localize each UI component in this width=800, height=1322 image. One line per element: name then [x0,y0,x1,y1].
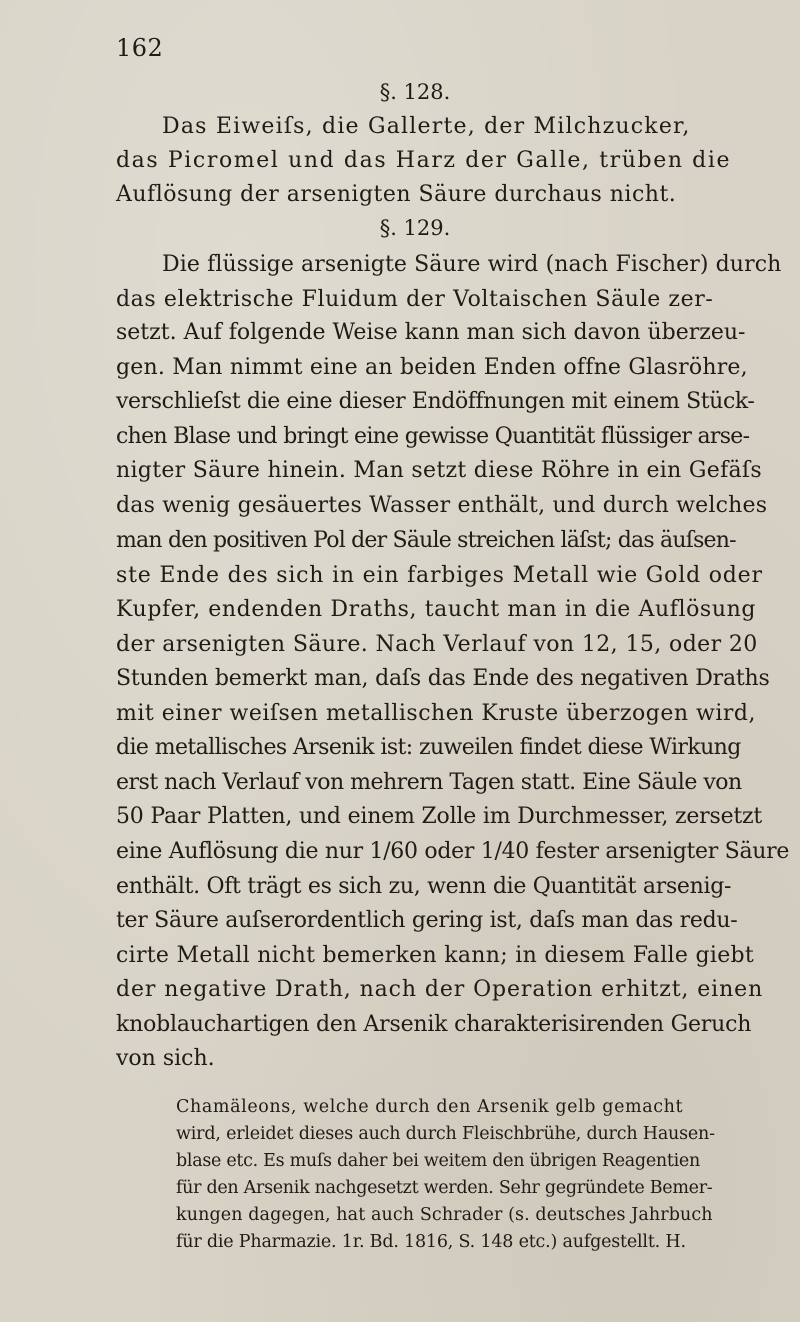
text-line: setzt. Auf folgende Weise kann man sich davon überzeu- [116,320,746,345]
footnote-line: wird, erleidet dieses auch durch Fleischbrühe, durch Hausen- [176,1124,715,1144]
text-line: verschlieſst die eine dieser Endöffnungen mit einem Stück- [116,389,755,414]
text-line: eine Auflösung die nur 1/60 oder 1/40 fester arsenigter Säure [116,839,790,864]
text-line: das Picromel und das Harz der Galle, trüben die [116,148,732,173]
text-line: enthält. Oft trägt es sich zu, wenn die Quantität arsenig- [116,874,732,899]
text-line: das wenig gesäuertes Wasser enthält, und durch welches [116,493,768,518]
text-line: Die flüssige arsenigte Säure wird (nach Fischer) durch [162,252,782,277]
text-line: von sich. [116,1046,215,1071]
text-line: Auflösung der arsenigten Säure durchaus nicht. [116,182,677,207]
text-line: ter Säure auſserordentlich gering ist, daſs man das redu- [116,908,738,933]
text-line: mit einer weiſsen metallischen Kruste überzogen wird, [116,701,757,726]
text-line: cirte Metall nicht bemerken kann; in diesem Falle giebt [116,943,755,968]
text-line: das elektrische Fluidum der Voltaischen Säule zer- [116,287,714,312]
text-line: die metallisches Arsenik ist: zuweilen findet diese Wirkung [116,735,741,760]
footnote-line: für den Arsenik nachgesetzt werden. Sehr gegründete Bemer- [176,1178,713,1198]
text-line: erst nach Verlauf von mehrern Tagen statt. Eine Säule von [116,770,742,795]
page-number: 162 [116,34,164,62]
footnote-line: kungen dagegen, hat auch Schrader (s. deutsches Jahrbuch [176,1205,713,1225]
text-line: der negative Drath, nach der Operation erhitzt, einen [116,977,764,1002]
text-line: chen Blase und bringt eine gewisse Quantität flüssiger arse- [116,424,750,449]
text-line: Kupfer, endenden Draths, taucht man in die Auflösung [116,597,757,622]
text-line: knoblauchartigen den Arsenik charakterisirenden Geruch [116,1012,752,1037]
footnote-line: blase etc. Es muſs daher bei weitem den übrigen Reagentien [176,1151,700,1171]
section-heading-129: §. 129. [379,216,451,240]
text-line: gen. Man nimmt eine an beiden Enden offne Glasröhre, [116,355,748,380]
footnote-line: Chamäleons, welche durch den Arsenik gelb gemacht [176,1097,684,1117]
text-line: der arsenigten Säure. Nach Verlauf von 12, 15, oder 20 [116,632,758,657]
section-heading-128: §. 128. [379,80,451,104]
text-line: ste Ende des sich in ein farbiges Metall wie Gold oder [116,563,763,588]
text-line: Stunden bemerkt man, daſs das Ende des negativen Draths [116,666,770,691]
footnote-line: für die Pharmazie. 1r. Bd. 1816, S. 148 etc.) aufgestellt. H. [176,1232,686,1252]
text-line: nigter Säure hinein. Man setzt diese Röhre in ein Gefäſs [116,458,762,483]
text-line: Das Eiweiſs, die Gallerte, der Milchzucker, [162,114,691,139]
text-line: 50 Paar Platten, und einem Zolle im Durchmesser, zersetzt [116,804,763,829]
text-line: man den positiven Pol der Säule streichen läſst; das äuſsen- [116,528,736,553]
